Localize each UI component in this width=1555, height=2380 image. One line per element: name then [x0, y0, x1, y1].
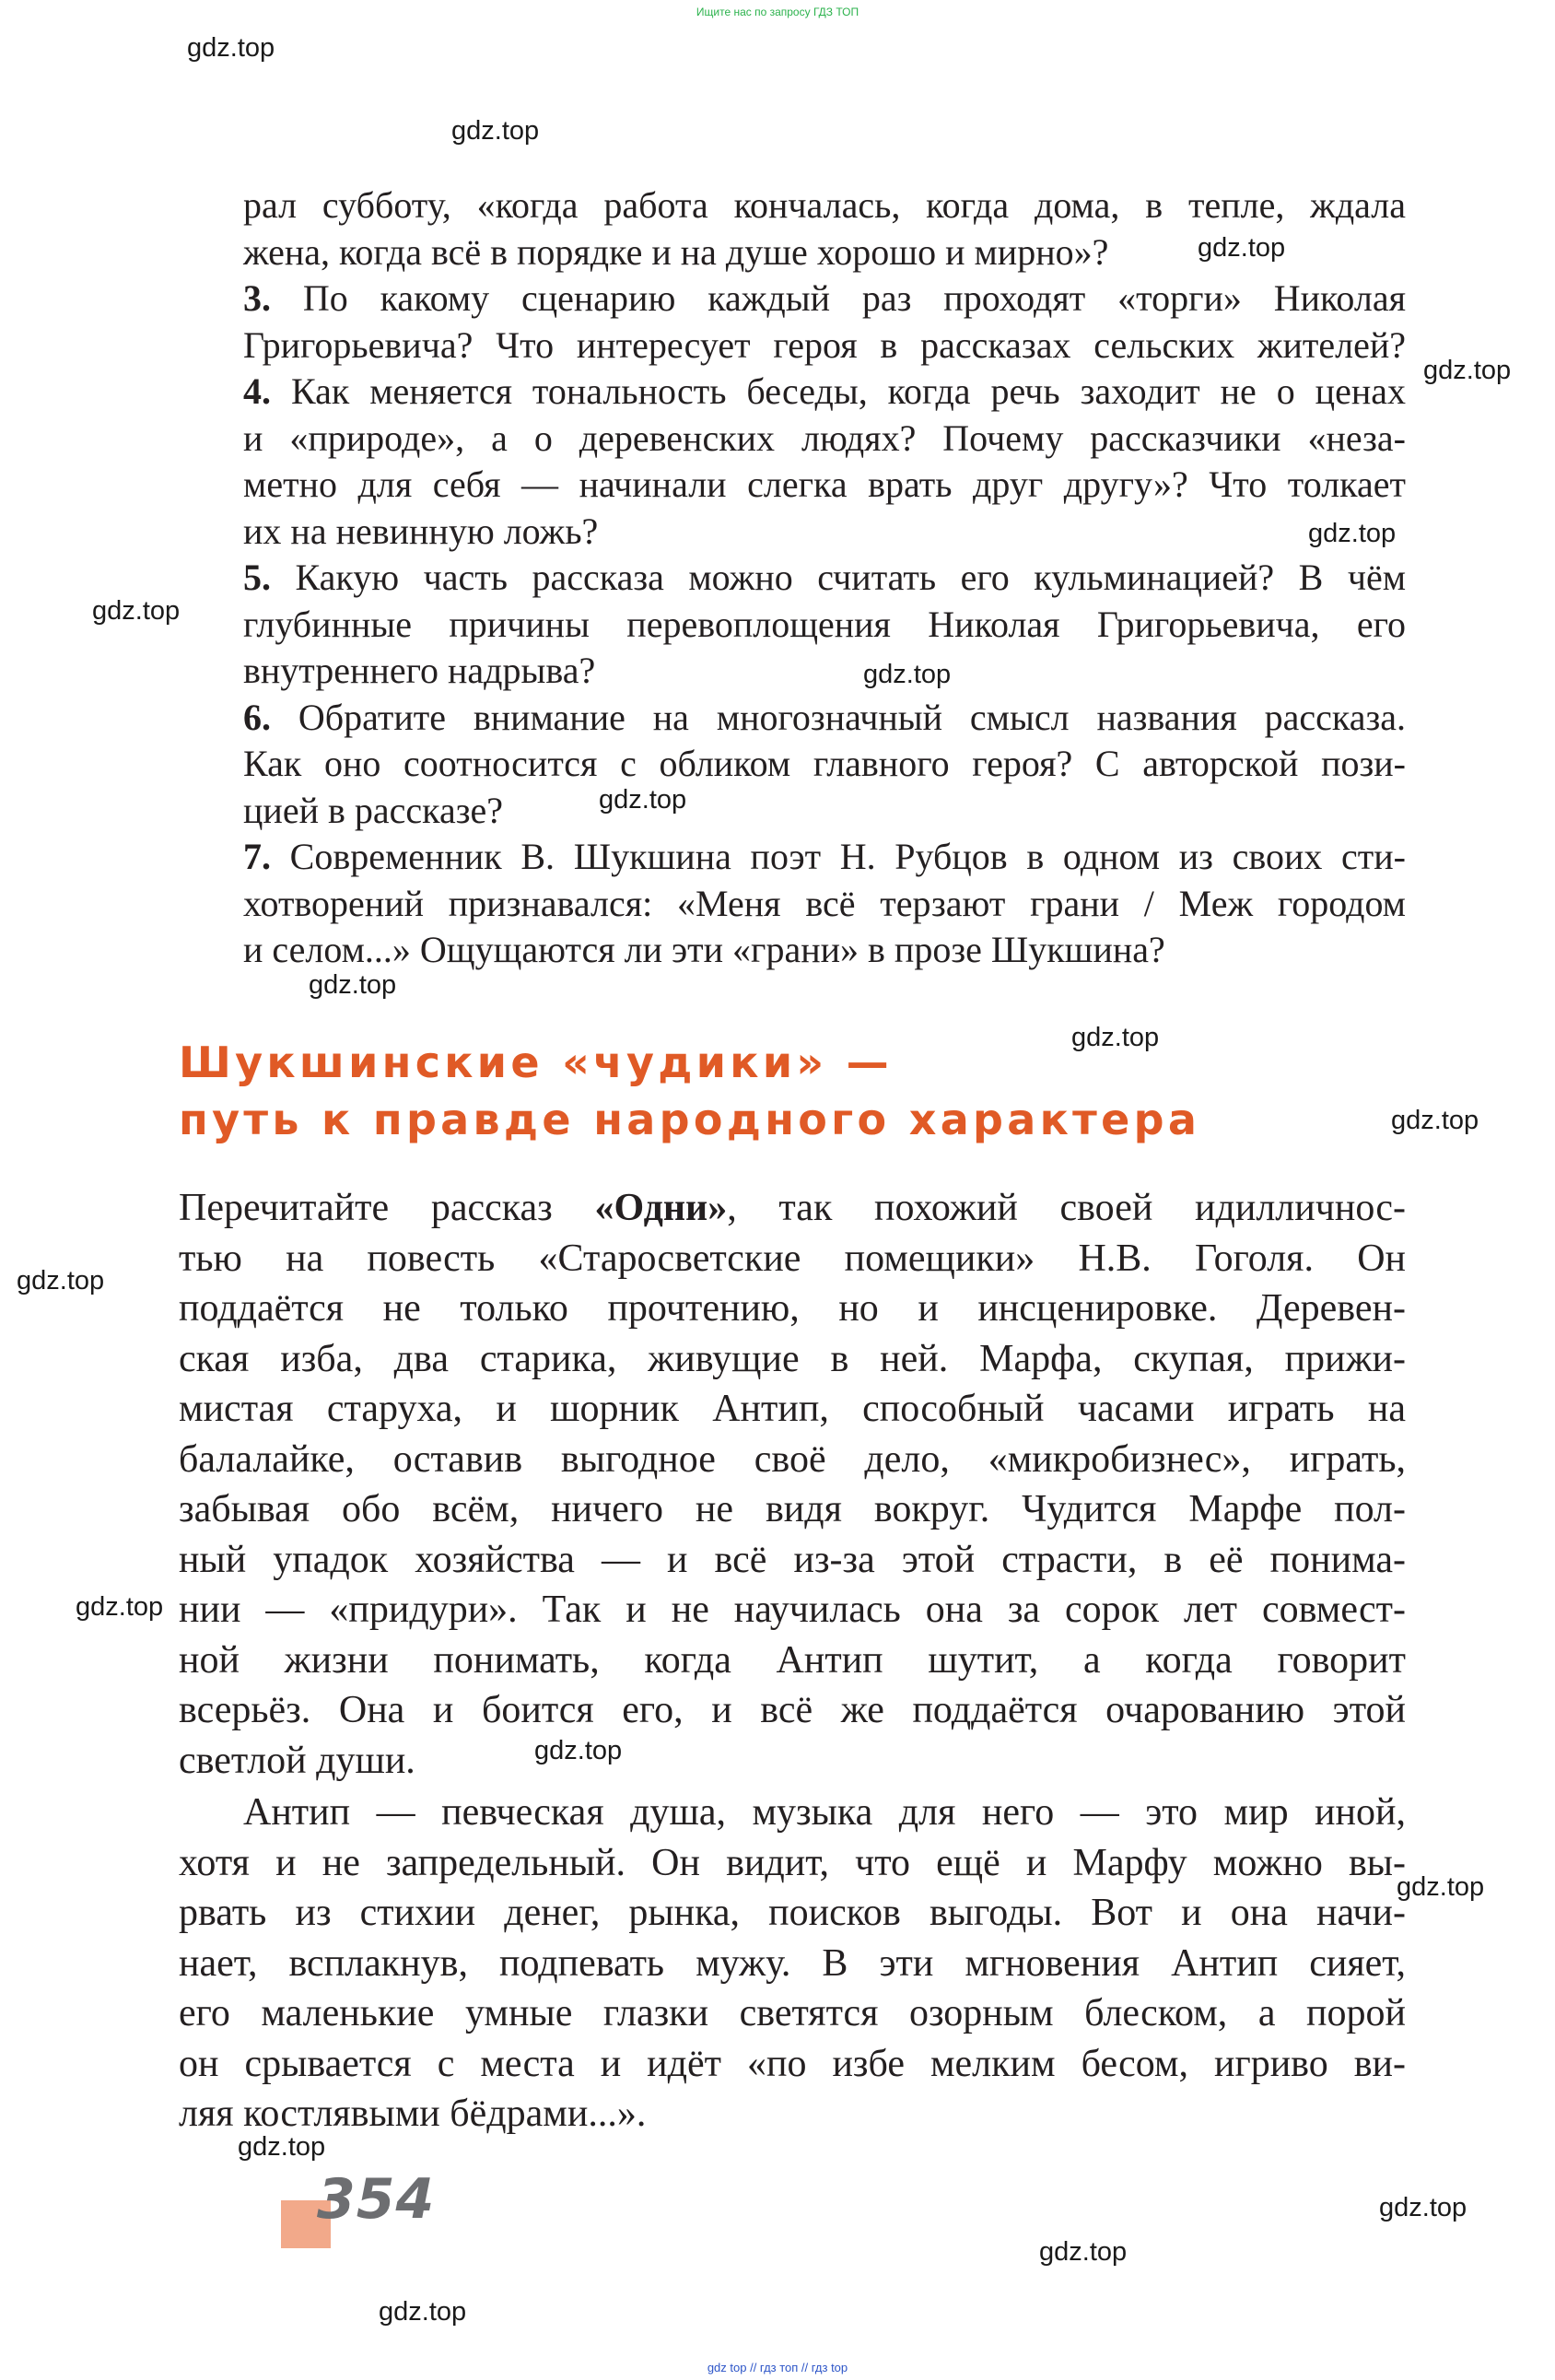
- text-fragment: Перечитайте рассказ: [179, 1187, 595, 1229]
- watermark: gdz.top: [451, 116, 540, 146]
- watermark: gdz.top: [309, 970, 397, 1000]
- watermark: gdz.top: [1379, 2193, 1467, 2222]
- paragraph-1-line: забывая обо всём, ничего не видя вокруг. Чудится Марфе пол-: [179, 1488, 1406, 1530]
- watermark: gdz.top: [1397, 1872, 1485, 1902]
- question-4-line-4: их на невинную ложь?: [243, 510, 599, 552]
- paragraph-1-line: светлой души.: [179, 1739, 415, 1782]
- section-heading-line-2: путь к правде народного характера: [179, 1095, 1201, 1144]
- paragraph-2-line: он срывается с места и идёт «по избе мелким бесом, игриво ви-: [179, 2042, 1406, 2085]
- watermark: gdz.top: [187, 33, 275, 63]
- paragraph-2-line: ляя костлявыми бёдрами...».: [179, 2093, 647, 2135]
- watermark: gdz.top: [863, 660, 952, 689]
- question-3-line-2: Григорьевича? Что интересует героя в рассказах сельских жителей?: [243, 323, 1406, 366]
- question-5-line-3: внутреннего надрыва?: [243, 650, 596, 691]
- paragraph-1-line: ной жизни понимать, когда Антип шутит, а когда говорит: [179, 1638, 1406, 1682]
- watermark: gdz.top: [76, 1592, 164, 1622]
- watermark: gdz.top: [1198, 233, 1286, 263]
- question-4-line-1: [243, 369, 1406, 416]
- questions-block: [243, 182, 1406, 974]
- watermark: gdz.top: [379, 2297, 467, 2327]
- paragraph-1-line: ская изба, два старика, живущие в ней. Марфа, скупая, прижи-: [179, 1337, 1406, 1380]
- page-number: 354: [317, 2167, 436, 2232]
- paragraph-2-line: хотя и не запредельный. Он видит, что ещё и Марфу можно вы-: [179, 1841, 1406, 1884]
- paragraph-1-line: тью на повесть «Старосветские помещики» Н.В. Гоголя. Он: [179, 1237, 1406, 1280]
- question-5-line-2: глубинные причины перевоплощения Николая Григорьевича, его: [243, 603, 1406, 645]
- watermark: gdz.top: [1308, 519, 1397, 548]
- watermark: gdz.top: [1423, 356, 1512, 385]
- paragraph-2: [179, 1788, 1406, 2140]
- question-number: 3.: [243, 277, 271, 319]
- question-7-line-1: [243, 834, 1406, 881]
- paragraph-1-line-1: [179, 1183, 1406, 1234]
- paragraph-1-line: всерьёз. Она и боится его, и всё же поддаётся очарованию этой: [179, 1689, 1406, 1731]
- question-4-line-3: метно для себя — начинали слегка врать друг другу»? Что толкает: [243, 463, 1406, 505]
- question-text: Как меняется тональность беседы, когда речь заходит не о ценах: [290, 370, 1406, 412]
- section-heading-line-1: Шукшинские «чудики» —: [179, 1038, 893, 1087]
- bottom-promo-note: gdz top // гдз топ // гдз top: [707, 2361, 848, 2374]
- paragraph-1-line: ный упадок хозяйства — и всё из-за этой страсти, в её понима-: [179, 1538, 1406, 1581]
- paragraph-1-line: балалайке, оставив выгодное своё дело, «микробизнес», играть,: [179, 1437, 1406, 1481]
- watermark: gdz.top: [1039, 2237, 1128, 2267]
- paragraph-2-line: нает, всплакнув, подпевать мужу. В эти мгновения Антип сияет,: [179, 1941, 1406, 1985]
- paragraph-2-line: его маленькие умные глазки светятся озорным блеском, а порой: [179, 1992, 1406, 2034]
- watermark: gdz.top: [17, 1266, 105, 1296]
- question-6-line-2: Как оно соотносится с обликом главного героя? С авторской пози-: [243, 743, 1406, 784]
- story-title: «Одни»: [594, 1187, 728, 1229]
- section-heading: [179, 1034, 1200, 1148]
- text-fragment: , так похожий своей идилличнос-: [727, 1187, 1406, 1229]
- watermark: gdz.top: [1071, 1023, 1160, 1052]
- paragraph-1: [179, 1183, 1406, 1786]
- question-3-line-1: [243, 276, 1406, 322]
- question-4-line-2: и «природе», а о деревенских людях? Почему рассказчики «неза-: [243, 416, 1406, 459]
- paragraph-1-line: мистая старуха, и шорник Антип, способный часами играть на: [179, 1388, 1406, 1430]
- question-5-line-1: [243, 555, 1406, 602]
- question-2-line-1: рал субботу, «когда работа кончалась, когда дома, в тепле, ждала: [243, 184, 1406, 226]
- watermark: gdz.top: [1391, 1106, 1479, 1135]
- top-promo-note: Ищите нас по запросу ГДЗ ТОП: [696, 6, 859, 18]
- question-6-line-1: [243, 695, 1406, 742]
- question-number: 6.: [243, 696, 271, 738]
- question-text: Обратите внимание на многозначный смысл названия рассказа.: [298, 696, 1407, 738]
- paragraph-2-line: рвать из стихии денег, рынка, поисков выгоды. Вот и она начи-: [179, 1892, 1406, 1934]
- watermark: gdz.top: [599, 785, 687, 815]
- question-text: По какому сценарию каждый раз проходят «торги» Николая: [302, 277, 1407, 319]
- paragraph-1-line: нии — «придури». Так и не научилась она за сорок лет совмест-: [179, 1589, 1406, 1631]
- paragraph-1-line: поддаётся не только прочтению, но и инсценировке. Деревен-: [179, 1287, 1406, 1330]
- question-text: Какую часть рассказа можно считать его кульминацией? В чём: [295, 557, 1407, 598]
- question-7-line-2: хотворений признавался: «Меня всё терзают грани / Меж городом: [243, 882, 1406, 924]
- question-number: 7.: [243, 836, 271, 877]
- question-number: 5.: [243, 557, 271, 598]
- question-text: Современник В. Шукшина поэт Н. Рубцов в одном из своих сти-: [289, 836, 1406, 877]
- question-number: 4.: [243, 370, 271, 412]
- question-2-line-2: жена, когда всё в порядке и на душе хорошо и мирно»?: [243, 230, 1109, 273]
- watermark: gdz.top: [92, 596, 181, 626]
- paragraph-2-line: Антип — певческая душа, музыка для него — это мир иной,: [243, 1791, 1406, 1834]
- question-6-line-3: цией в рассказе?: [243, 789, 504, 831]
- watermark: gdz.top: [534, 1736, 623, 1765]
- watermark: gdz.top: [238, 2132, 326, 2162]
- question-7-line-3: и селом...» Ощущаются ли эти «грани» в прозе Шукшина?: [243, 929, 1165, 970]
